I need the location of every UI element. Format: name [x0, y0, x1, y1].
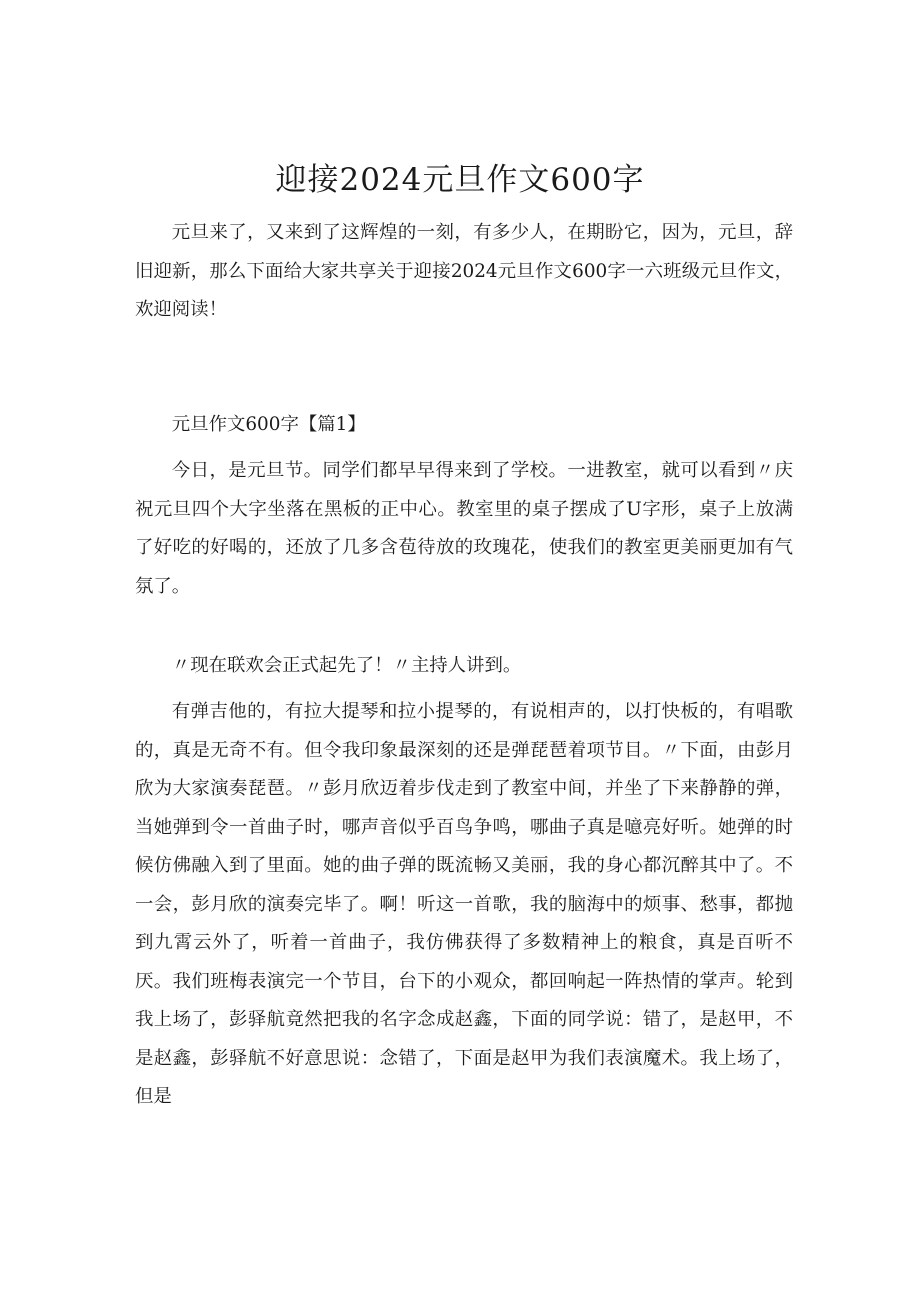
paragraph-3: 有弹吉他的，有拉大提琴和拉小提琴的，有说相声的，以打快板的，有唱歌的，真是无奇不有。但令我印象最深刻的还是弹琵琶着项节目。〃下面，由彭月欣为大家演奏琵琶。〃彭月欣迈着步伐走到了教室中间，并坐了下来静静的弹，当她弹到令一首曲子时，哪声音似乎百鸟争鸣，哪曲子真是噫亮好听。她弹的时候仿佛融入到了里面。她的曲子弹的既流畅又美丽，我的身心都沉醉其中了。不一会，彭月欣的演奏完毕了。啊！听这一首歌，我的脑海中的烦事、愁事，都抛到九霄云外了，听着一首曲子，我仿佛获得了多数精神上的粮食，真是百听不厌。我们班梅表演完一个节目，台下的小观众，都回响起一阵热情的掌声。轮到我上场了，彭驿航竟然把我的名字念成赵鑫，下面的同学说：错了，是赵甲，不是赵鑫，彭驿航不好意思说：念错了，下面是赵甲为我们表演魔术。我上场了，但是: [135, 701, 793, 1107]
intro-paragraph: 元旦来了，又来到了这辉煌的一刻，有多少人，在期盼它，因为，元旦，辞旧迎新，那么下面给大家共享关于迎接2024元旦作文600字一六班级元旦作文，欢迎阅读！: [135, 222, 793, 320]
paragraph-1: 今日，是元旦节。同学们都早早得来到了学校。一进教室，就可以看到〃庆祝元旦四个大字坐落在黑板的正中心。教室里的桌子摆成了U字形，桌子上放满了好吃的好喝的，还放了几多含苞待放的玫瑰花，使我们的教室更美丽更加有气氛了。: [135, 460, 793, 597]
paragraph-2: 〃现在联欢会正式起先了！〃主持人讲到。: [171, 655, 522, 676]
section-heading: 元旦作文600字【篇1】: [171, 414, 366, 435]
document-title: 迎接2024元旦作文600字: [275, 161, 645, 198]
